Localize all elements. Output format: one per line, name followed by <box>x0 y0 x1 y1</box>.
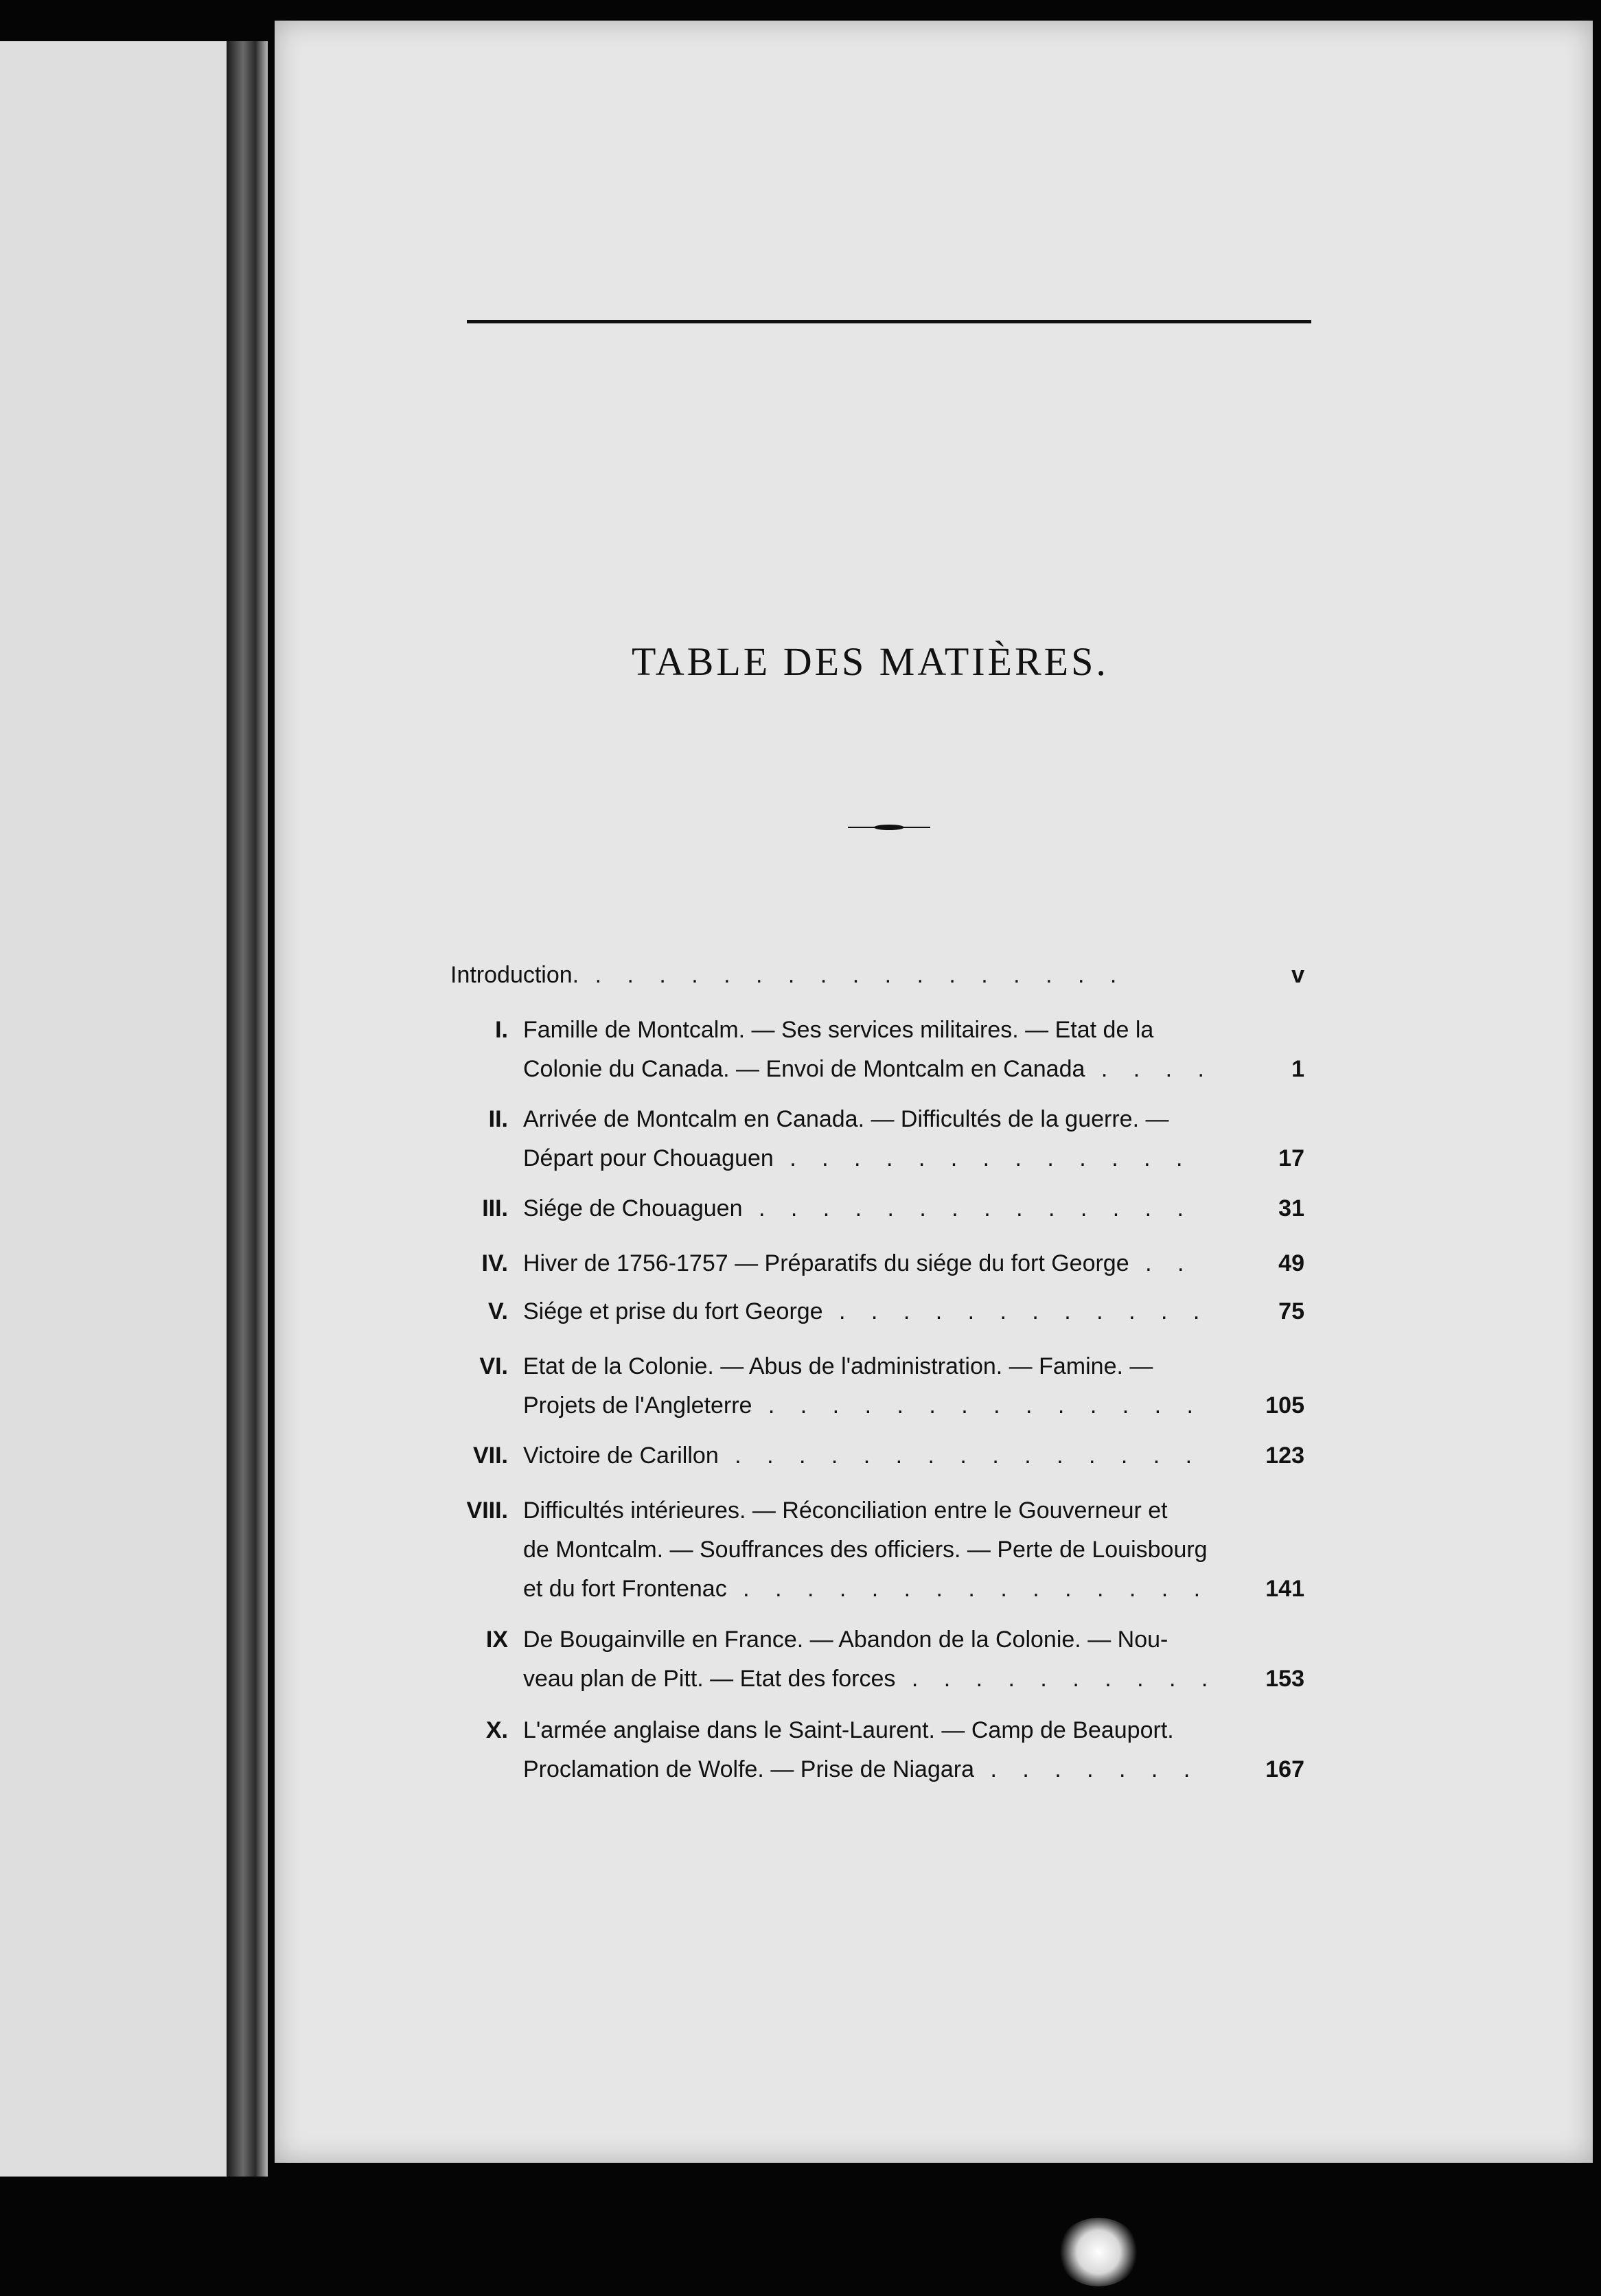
toc-entry-line: Proclamation de Wolfe. — Prise de Niagara . . . <box>523 1749 1210 1790</box>
toc-entry-number: III. <box>482 1195 508 1221</box>
toc-entry-page: 141 <box>1265 1576 1304 1602</box>
toc-entry-page: 49 <box>1278 1250 1304 1276</box>
toc-entry-number: VII. <box>472 1443 508 1469</box>
toc-entry-number: II. <box>488 1106 508 1132</box>
toc-entry-line: Colonie du Canada. — Envoi de Montcalm en Canada . . . <box>523 1048 1210 1090</box>
toc-entry-line: Difficultés intérieures. — Réconciliation entre le Gouverneur et <box>523 1497 1168 1524</box>
toc-entry-line: Siége de Chouaguen . . . <box>523 1188 1210 1229</box>
toc-entry-page: 105 <box>1265 1392 1304 1419</box>
book-page <box>275 21 1593 2163</box>
toc-entry-line: De Bougainville en France. — Abandon de la Colonie. — Nou- <box>523 1627 1168 1653</box>
toc-entry-page: v <box>1291 962 1304 988</box>
toc-entry-number: V. <box>487 1298 508 1324</box>
facing-page <box>0 41 227 2177</box>
toc-entry-number: X. <box>485 1717 508 1743</box>
toc-entry-number: VIII. <box>466 1497 508 1524</box>
toc-entry-line: Projets de l'Angleterre . . . <box>523 1385 1210 1426</box>
toc-entry-line: L'armée anglaise dans le Saint-Laurent. — Camp de Beauport. <box>523 1717 1174 1743</box>
toc-entry-page: 17 <box>1278 1145 1304 1171</box>
toc-entry-line: Siége et prise du fort George . . . <box>523 1291 1210 1332</box>
ornament-divider <box>848 824 930 831</box>
toc-entry-line: et du fort Frontenac . . . <box>523 1568 1210 1609</box>
toc-entry-page: 123 <box>1265 1443 1304 1469</box>
toc-entry-page: 31 <box>1278 1195 1304 1221</box>
top-rule <box>467 320 1311 323</box>
page-title: TABLE DES MATIÈRES. <box>632 639 1109 684</box>
book-gutter <box>227 41 268 2177</box>
toc-entry-number: VI. <box>479 1353 508 1379</box>
toc-entry-page: 75 <box>1278 1298 1304 1324</box>
toc-entry-page: 1 <box>1291 1056 1304 1082</box>
toc-entry-line: Arrivée de Montcalm en Canada. — Difficultés de la guerre. — <box>523 1106 1169 1132</box>
toc-entry-title: Introduction. . . . <box>450 954 1137 996</box>
toc-entry-line: Hiver de 1756-1757 — Préparatifs du siége du fort George . . . <box>523 1243 1210 1284</box>
toc-entry-number: IV. <box>481 1250 508 1276</box>
toc-entry-page: 153 <box>1265 1666 1304 1692</box>
toc-entry-line: Départ pour Chouaguen . . . <box>523 1138 1210 1179</box>
toc-entry-line: Etat de la Colonie. — Abus de l'administration. — Famine. — <box>523 1353 1153 1379</box>
toc-entry-line: veau plan de Pitt. — Etat des forces . . . <box>523 1658 1210 1699</box>
toc-entry-page: 167 <box>1265 1756 1304 1782</box>
scan-light-spot <box>1057 2218 1140 2286</box>
toc-entry-line: Victoire de Carillon . . . <box>523 1435 1210 1476</box>
toc-entry-number: IX <box>485 1627 508 1653</box>
toc-entry-number: I. <box>495 1017 508 1043</box>
toc-entry-line: de Montcalm. — Souffrances des officiers. — Perte de Louisbourg <box>523 1537 1208 1563</box>
toc-entry-line: Famille de Montcalm. — Ses services militaires. — Etat de la <box>523 1017 1154 1043</box>
